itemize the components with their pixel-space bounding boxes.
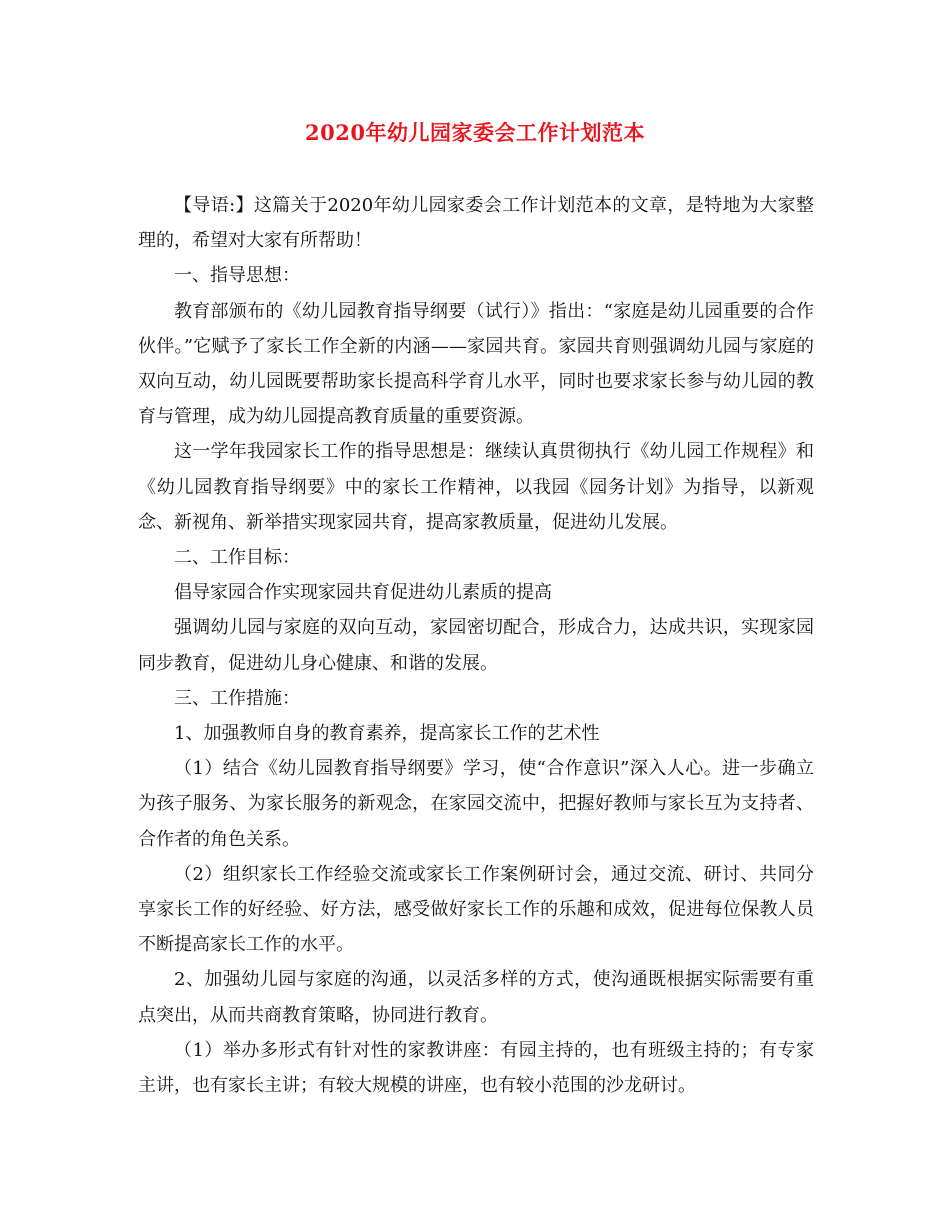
paragraph-intro: 【导语:】这篇关于2020年幼儿园家委会工作计划范本的文章，是特地为大家整理的，希望对大家有所帮助！ (138, 195, 814, 252)
paragraph-measure-2-1: （1）举办多形式有针对性的家教讲座：有园主持的，也有班级主持的；有专家主讲，也有家长主讲；有较大规模的讲座，也有较小范围的沙龙研讨。 (138, 1039, 814, 1097)
paragraph-measure-2: 2、加强幼儿园与家庭的沟通，以灵活多样的方式，使沟通既根据实际需要有重点突出，从而共商教育策略，协同进行教育。 (138, 969, 814, 1026)
heading-work-goals: 二、工作目标： (174, 547, 300, 569)
paragraph-measure-1-1: （1）结合《幼儿园教育指导纲要》学习，使“合作意识”深入人心。进一步确立为孩子服务、为家长服务的新观念，在家园交流中，把握好教师与家长互为支持者、合作者的角色关系。 (138, 758, 814, 850)
paragraph-measure-1-2: （2）组织家长工作经验交流或家长工作案例研讨会，通过交流、研讨、共同分享家长工作的好经验、好方法，感受做好家长工作的乐趣和成效，促进每位保教人员不断提高家长工作的水平。 (138, 863, 814, 956)
paragraph-goal-2: 强调幼儿园与家庭的双向互动，家园密切配合，形成合力，达成共识，实现家园同步教育，促进幼儿身心健康、和谐的发展。 (138, 617, 814, 674)
document-title: 2020年幼儿园家委会工作计划范本 (305, 120, 645, 145)
heading-guiding-thought: 一、指导思想： (174, 265, 300, 287)
heading-work-measures: 三、工作措施： (174, 687, 300, 709)
paragraph-goal-1: 倡导家园合作实现家园共育促进幼儿素质的提高 (174, 582, 552, 604)
paragraph-guiding-1: 教育部颁布的《幼儿园教育指导纲要（试行）》指出：“家庭是幼儿园重要的合作伙伴。”它赋予了家长工作全新的内涵——家园共育。家园共育则强调幼儿园与家庭的双向互动，幼儿园既要帮助家长提高科学育儿水平，同时也要求家长参与幼儿园的教育与管理，成为幼儿园提高教育质量的重要资源。 (138, 300, 814, 428)
paragraph-measure-1: 1、加强教师自身的教育素养，提高家长工作的艺术性 (174, 723, 600, 745)
paragraph-guiding-2: 这一学年我园家长工作的指导思想是：继续认真贯彻执行《幼儿园工作规程》和《幼儿园教育指导纲要》中的家长工作精神，以我园《园务计划》为指导，以新观念、新视角、新举措实现家园共育，提高家教质量，促进幼儿发展。 (138, 441, 814, 533)
document-body (138, 188, 814, 1103)
